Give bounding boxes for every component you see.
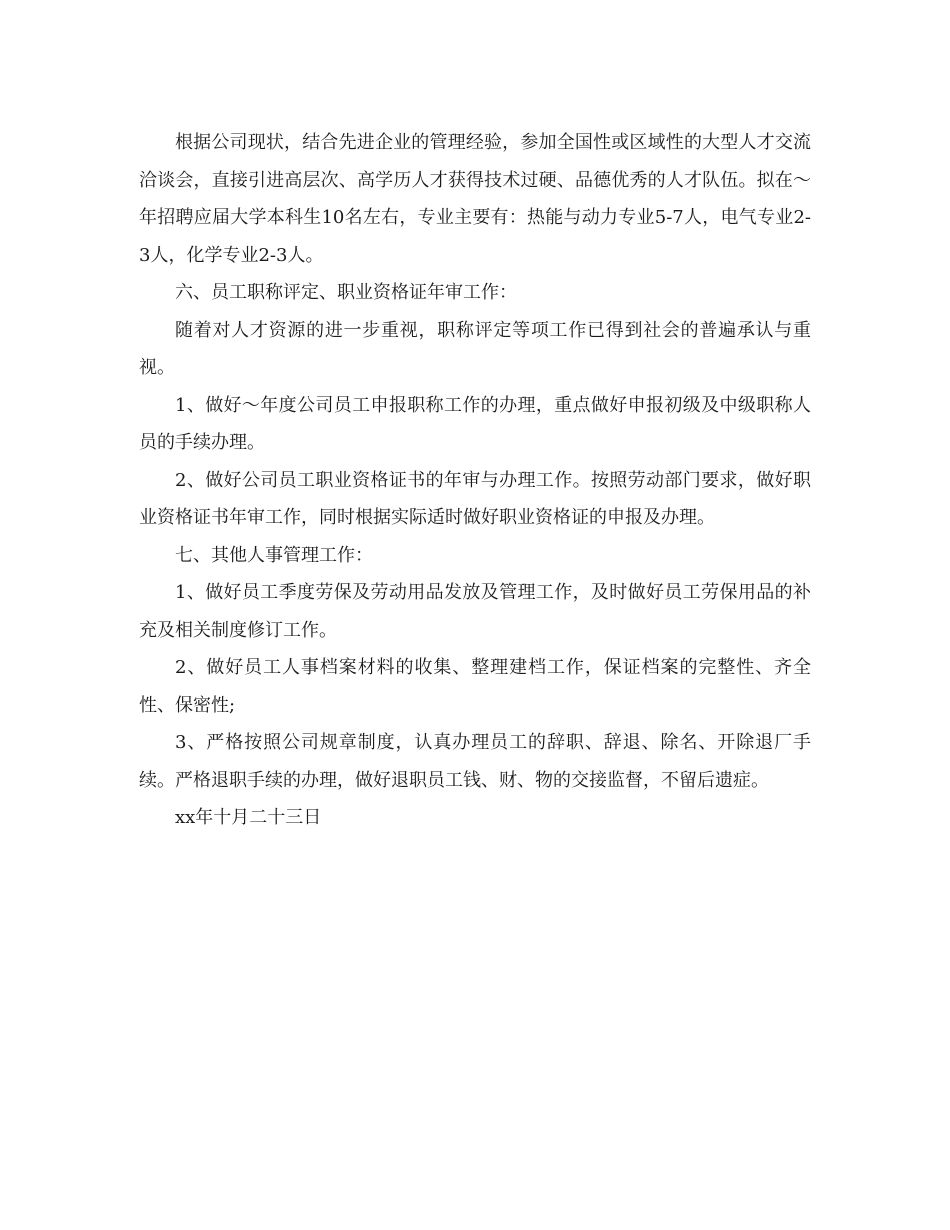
paragraph-title-evaluation-item-2: 2、做好公司员工职业资格证书的年审与办理工作。按照劳动部门要求，做好职业资格证书年审工作，同时根据实际适时做好职业资格证的申报及办理。 [139, 469, 811, 528]
paragraph-recruitment: 根据公司现状，结合先进企业的管理经验，参加全国性或区域性的大型人才交流洽谈会，直接引进高层次、高学历人才获得技术过硬、品德优秀的人才队伍。拟在～年招聘应届大学本科生10名左右，专业主要有：热能与动力专业5-7人，电气专业2-3人，化学专业2-3人。 [139, 132, 811, 266]
document-date: xx年十月二十三日 [175, 807, 322, 828]
paragraph-other-hr-item-2: 2、做好员工人事档案材料的收集、整理建档工作，保证档案的完整性、齐全性、保密性; [139, 657, 811, 716]
section-heading-title-evaluation: 六、员工职称评定、职业资格证年审工作： [175, 282, 517, 303]
paragraph-other-hr-item-1: 1、做好员工季度劳保及劳动用品发放及管理工作，及时做好员工劳保用品的补充及相关制度修订工作。 [139, 582, 811, 641]
section-heading-other-hr: 七、其他人事管理工作： [175, 544, 373, 566]
paragraph-other-hr-item-3: 3、严格按照公司规章制度，认真办理员工的辞职、辞退、除名、开除退厂手续。严格退职手续的办理，做好退职员工钱、财、物的交接监督，不留后遗症。 [139, 732, 811, 791]
document-body [139, 124, 811, 837]
paragraph-title-evaluation-intro: 随着对人才资源的进一步重视，职称评定等项工作已得到社会的普遍承认与重视。 [139, 319, 811, 378]
paragraph-title-evaluation-item-1: 1、做好～年度公司员工申报职称工作的办理，重点做好申报初级及中级职称人员的手续办理。 [139, 394, 811, 453]
